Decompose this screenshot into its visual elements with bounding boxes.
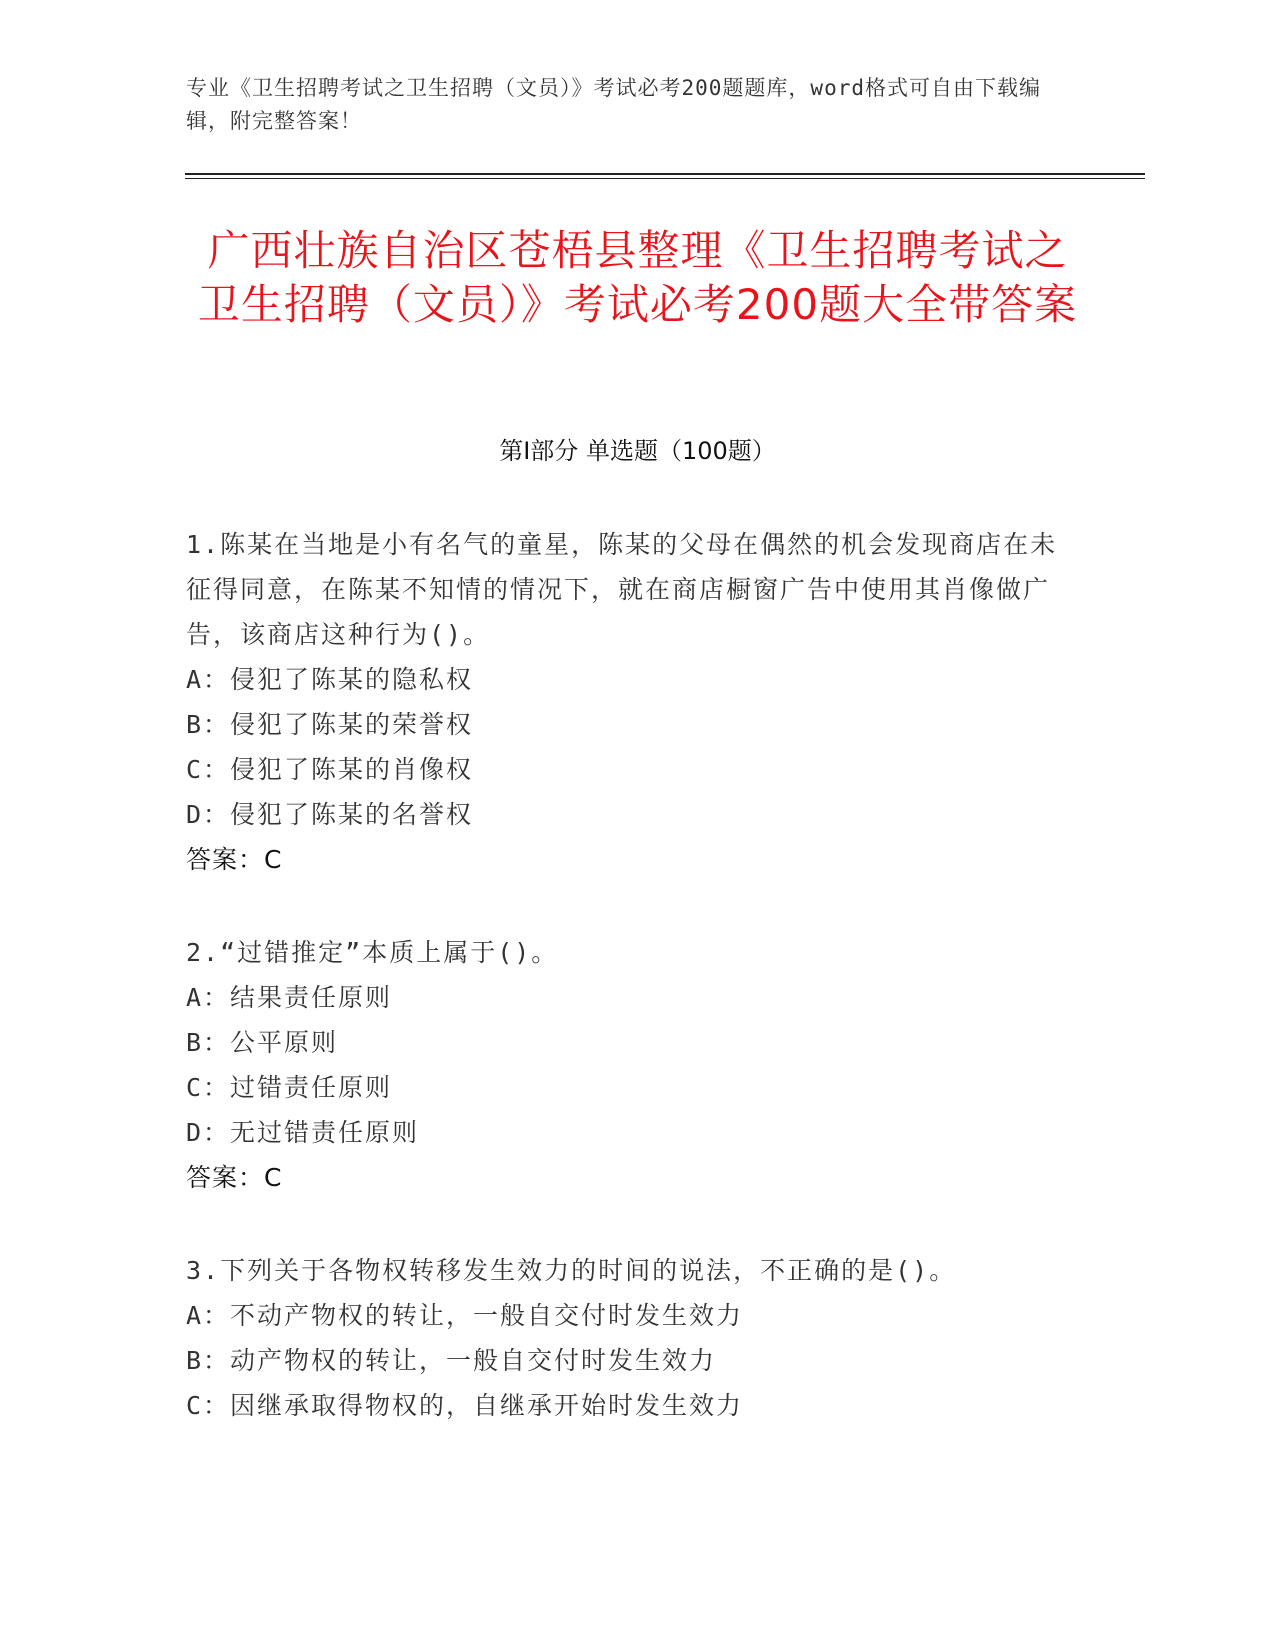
answer: 答案：C bbox=[186, 845, 283, 874]
option-b: B：公平原则 bbox=[186, 1028, 339, 1057]
section-title: 第Ⅰ部分 单选题（100题） bbox=[499, 437, 776, 465]
option-b: B：动产物权的转让，一般自交付时发生效力 bbox=[186, 1346, 717, 1375]
question-3 bbox=[186, 1248, 1066, 1428]
option-b: B：侵犯了陈某的荣誉权 bbox=[186, 710, 474, 739]
option-c: C：因继承取得物权的，自继承开始时发生效力 bbox=[186, 1391, 744, 1420]
header-note: 专业《卫生招聘考试之卫生招聘（文员）》考试必考200题题库，word格式可自由下载编辑，附完整答案！ bbox=[186, 76, 1041, 133]
question-stem: 1.陈某在当地是小有名气的童星，陈某的父母在偶然的机会发现商店在未征得同意，在陈某不知情的情况下，就在商店橱窗广告中使用其肖像做广告，该商店这种行为()。 bbox=[186, 530, 1058, 649]
option-a: A：侵犯了陈某的隐私权 bbox=[186, 665, 474, 694]
question-stem: 2.“过错推定”本质上属于()。 bbox=[186, 938, 559, 967]
question-2 bbox=[186, 930, 1066, 1200]
option-d: D：无过错责任原则 bbox=[186, 1118, 420, 1147]
header-divider-thick bbox=[185, 173, 1145, 175]
question-list bbox=[186, 522, 1066, 1476]
answer: 答案：C bbox=[186, 1163, 283, 1192]
header-divider-thin bbox=[185, 178, 1145, 179]
option-a: A：结果责任原则 bbox=[186, 983, 393, 1012]
question-stem: 3.下列关于各物权转移发生效力的时间的说法，不正确的是()。 bbox=[186, 1256, 957, 1285]
option-d: D：侵犯了陈某的名誉权 bbox=[186, 800, 474, 829]
option-c: C：过错责任原则 bbox=[186, 1073, 393, 1102]
question-1 bbox=[186, 522, 1066, 882]
document-title: 广西壮族自治区苍梧县整理《卫生招聘考试之卫生招聘（文员）》考试必考200题大全带答案 bbox=[197, 226, 1078, 329]
option-a: A：不动产物权的转让，一般自交付时发生效力 bbox=[186, 1301, 744, 1330]
option-c: C：侵犯了陈某的肖像权 bbox=[186, 755, 474, 784]
